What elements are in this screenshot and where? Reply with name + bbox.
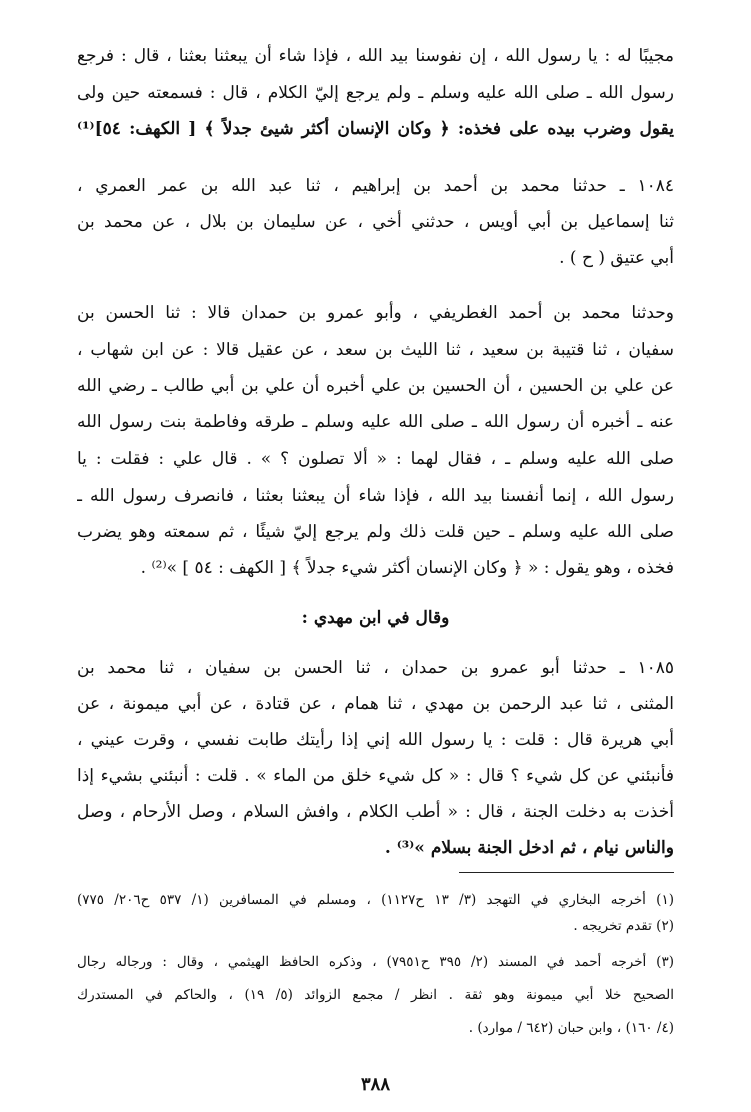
text-line: ١٠٨٤ ـ حدثنا محمد بن أحمد بن إبراهيم ، ثنا عبد الله بن عمر العمري ، — [77, 176, 674, 196]
text-line: المثنى ، ثنا عبد الرحمن بن مهدي ، ثنا همام ، عن قتادة ، عن أبي ميمونة ، عن — [77, 694, 674, 714]
text-line: ثنا إسماعيل بن أبي أويس ، حدثني أخي ، عن سليمان بن بلال ، عن محمد بن — [77, 212, 674, 232]
footnote-line: (١) أخرجه البخاري في التهجد (٣/ ١٣ ح١١٢٧) ، ومسلم في المسافرين (١/ ٥٣٧ ح٢٠٦/ ٧٧٥) — [77, 892, 674, 908]
text-line: مجيبًا له : يا رسول الله ، إن نفوسنا بيد الله ، فإذا شاء أن يبعثنا بعثنا ، قال : فرجع — [77, 46, 674, 66]
text-line: أخذت به دخلت الجنة ، قال : « أطب الكلام ، وافش السلام ، وصل الأرحام ، وصل — [77, 802, 674, 822]
footnote-line: (٣) أخرجه أحمد في المسند (٢/ ٣٩٥ ح٧٩٥١) ، وذكره الحافظ الهيثمي ، وقال : ورجاله رجال — [77, 954, 674, 970]
text-line: صلى الله عليه وسلم ـ حين قلت ذلك ولم يرجع إليّ شيئًا ، ثم سمعته وهو يضرب — [77, 522, 674, 542]
text-line: ١٠٨٥ ـ حدثنا أبو عمرو بن حمدان ، ثنا الحسن بن سفيان ، ثنا محمد بن — [77, 658, 674, 678]
text-line: صلى الله عليه وسلم ـ ، فقال لهما : « ألا تصلون ؟ » . قال علي : فقلت : يا — [77, 449, 674, 469]
text-line: عنه ـ أخبره أن رسول الله ـ صلى الله عليه وسلم ـ طرقه وفاطمة بنت رسول الله — [77, 412, 674, 432]
text-line: أبي هريرة قال : قلت : يا رسول الله إني إذا رأيتك طابت نفسي ، وقرت عيني ، — [77, 730, 674, 750]
text-line: رسول الله ـ صلى الله عليه وسلم ـ ولم يرجع إليّ الكلام ، قال : فسمعته حين ولى — [77, 83, 674, 103]
text-line: أبي عتيق ( ح ) . — [559, 248, 674, 268]
text-line: عن علي بن الحسين ، أن الحسين بن علي أخبره أن علي بن أبي طالب ـ رضي الله — [77, 376, 674, 396]
text-line: وحدثنا محمد بن أحمد الغطريفي ، وأبو عمرو بن حمدان قالا : ثنا الحسن بن — [77, 303, 674, 323]
footnote-line: (٢) تقدم تخريجه . — [573, 918, 674, 934]
footnote-line: (٤/ ١٦٠) ، وابن حبان (٦٤٢ / موارد) . — [468, 1020, 674, 1036]
text-line: رسول الله ، إنما أنفسنا بيد الله ، فإذا شاء أن يبعثنا بعثنا ، فانصرف رسول الله ـ — [77, 486, 674, 506]
footnote-line: الصحيح خلا أبي ميمونة وهو ثقة . انظر / مجمع الزوائد (٥/ ١٩) ، والحاكم في المستدرك — [77, 987, 674, 1003]
text-line: والناس نيام ، ثم ادخل الجنة بسلام »⁽³⁾ . — [384, 838, 674, 858]
text-line: فأنبئني عن كل شيء ؟ قال : « كل شيء خلق من الماء » . قلت : أنبئني بشيء إذا — [77, 766, 674, 786]
text-line: فخذه ، وهو يقول : « ﴿ وكان الإنسان أكثر شيء جدلاً ﴾ [ الكهف : ٥٤ ] »⁽²⁾ . — [140, 558, 674, 578]
section-heading: وقال في ابن مهدي : — [301, 608, 450, 628]
page-number: ٣٨٨ — [360, 1074, 390, 1095]
text-line: يقول وضرب بيده على فخذه: ﴿ وكان الإنسان أكثر شيئ جدلاً ﴾ [ الكهف: ٥٤]⁽¹⁾ — [77, 119, 674, 139]
text-line: سفيان ، ثنا قتيبة بن سعيد ، ثنا الليث بن سعد ، عن عقيل قالا : عن ابن شهاب ، — [77, 340, 674, 360]
footnote-divider — [459, 872, 674, 873]
